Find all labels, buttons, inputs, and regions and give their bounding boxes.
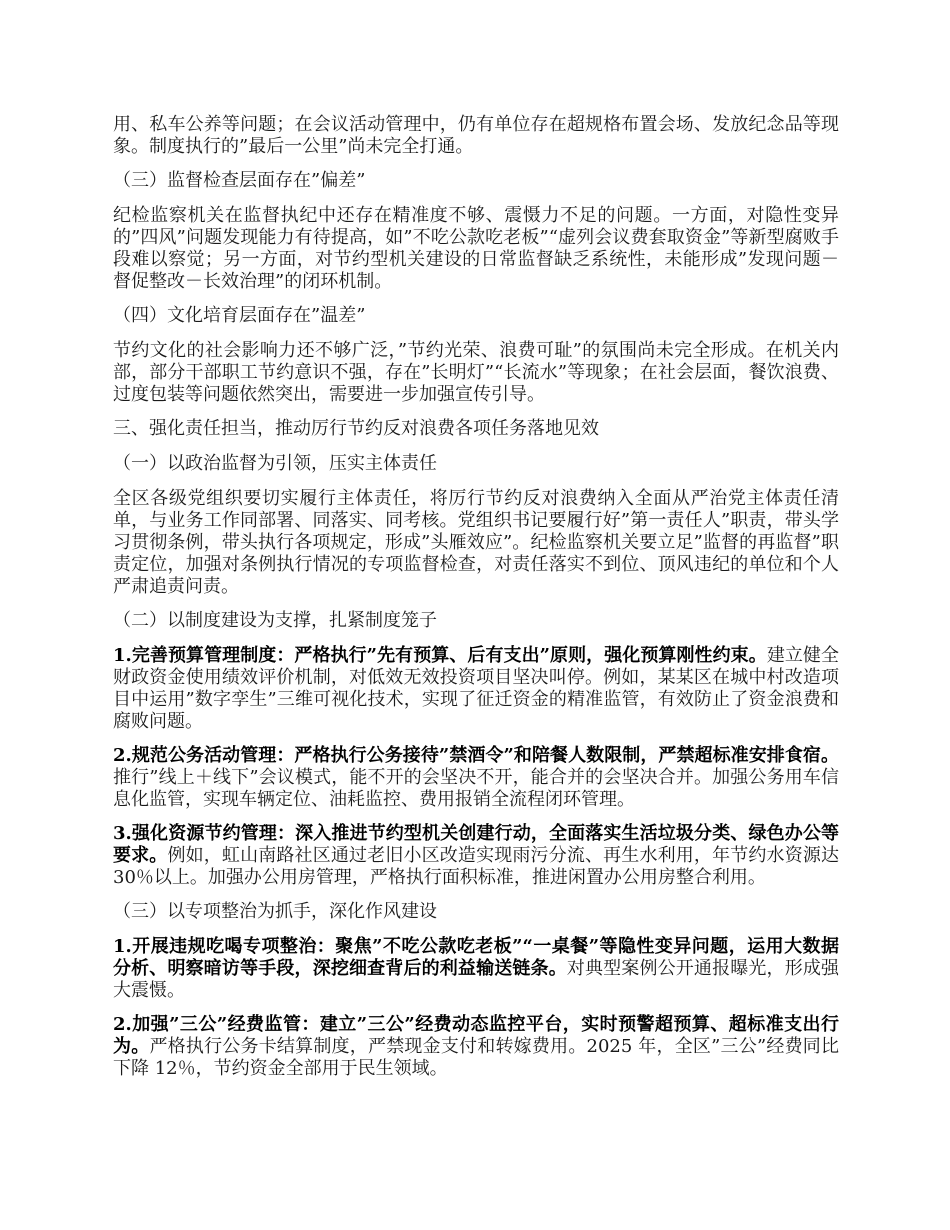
section-heading: （四）文化培育层面存在”温差” bbox=[113, 305, 366, 326]
document-page bbox=[113, 114, 839, 1092]
body-paragraph: 用、私车公养等问题；在会议活动管理中，仍有单位存在超规格布置会场、发放纪念品等现象。制度执行的”最后一公里”尚未完全打通。 bbox=[113, 114, 839, 157]
section-heading: （二）以制度建设为支撑，扎紧制度笼子 bbox=[113, 610, 437, 631]
section-heading: 三、强化责任担当，推动厉行节约反对浪费各项任务落地见效 bbox=[113, 418, 599, 439]
body-paragraph: 纪检监察机关在监督执纪中还存在精准度不够、震慑力不足的问题。一方面，对隐性变异的”四风”问题发现能力有待提高，如”不吃公款吃老板”“虚列会议费套取资金”等新型腐败手段难以察觉；另一方面，对节约型机关建设的日常监督缺乏系统性，未能形成”发现问题－督促整改－长效治理”的闭环机制。 bbox=[113, 205, 839, 292]
section-heading: （三）监督检查层面存在”偏差” bbox=[113, 170, 366, 191]
item-lead: 1.开展违规吃喝专项整治：聚焦”不吃公款吃老板”“一桌餐”等隐性变异问题，运用大数据分析、明察暗访等手段，深挖细查背后的利益输送链条。 bbox=[113, 936, 839, 979]
item-body: 例如，虹山南路社区通过老旧小区改造实现雨污分流、再生水利用，年节约水资源达 30％以上。加强办公用房管理，严格执行面积标准，推进闲置办公用房整合利用。 bbox=[113, 845, 840, 888]
item-body: 建立健全财政资金使用绩效评价机制，对低效无效投资项目坚决叫停。例如，某某区在城中村改造项目中运用”数字孪生”三维可视化技术，实现了征迁资金的精准监管，有效防止了资金浪费和腐败问题。 bbox=[113, 645, 839, 732]
numbered-item bbox=[113, 645, 839, 733]
section-heading: （三）以专项整治为抓手，深化作风建设 bbox=[113, 901, 437, 922]
section-heading: （一）以政治监督为引领，压实主体责任 bbox=[113, 453, 437, 474]
numbered-item bbox=[113, 936, 839, 1002]
item-lead: 2.加强”三公”经费监管：建立”三公”经费动态监控平台，实时预警超预算、超标准支出行为。 bbox=[113, 1014, 839, 1057]
body-paragraph: 节约文化的社会影响力还不够广泛，”节约光荣、浪费可耻”的氛围尚未完全形成。在机关内部，部分干部职工节约意识不强，存在”长明灯”“长流水”等现象；在社会层面，餐饮浪费、过度包装等问题依然突出，需要进一步加强宣传引导。 bbox=[113, 340, 839, 405]
body-paragraph: 全区各级党组织要切实履行主体责任，将厉行节约反对浪费纳入全面从严治党主体责任清单，与业务工作同部署、同落实、同考核。党组织书记要履行好”第一责任人”职责，带头学习贯彻条例，带头执行各项规定，形成”头雁效应”。纪检监察机关要立足”监督的再监督”职责定位，加强对条例执行情况的专项监督检查，对责任落实不到位、顶风违纪的单位和个人严肃追责问责。 bbox=[113, 488, 839, 597]
item-lead: 1.完善预算管理制度：严格执行”先有预算、后有支出”原则，强化预算刚性约束。 bbox=[113, 645, 767, 666]
numbered-item bbox=[113, 823, 839, 889]
item-body: 严格执行公务卡结算制度，严禁现金支付和转嫁费用。2025 年，全区”三公”经费同比下降 12％，节约资金全部用于民生领域。 bbox=[113, 1036, 840, 1079]
item-body: 对典型案例公开通报曝光，形成强大震慑。 bbox=[113, 958, 839, 1001]
item-lead: 2.规范公务活动管理：严格执行公务接待”禁酒令”和陪餐人数限制，严禁超标准安排食宿。 bbox=[113, 745, 839, 766]
item-body: 推行”线上＋线下”会议模式，能不开的会坚决不开，能合并的会坚决合并。加强公务用车信息化监管，实现车辆定位、油耗监控、费用报销全流程闭环管理。 bbox=[113, 767, 839, 810]
numbered-item bbox=[113, 1014, 839, 1080]
item-lead: 3.强化资源节约管理：深入推进节约型机关创建行动，全面落实生活垃圾分类、绿色办公等要求。 bbox=[113, 823, 839, 866]
numbered-item bbox=[113, 745, 839, 811]
